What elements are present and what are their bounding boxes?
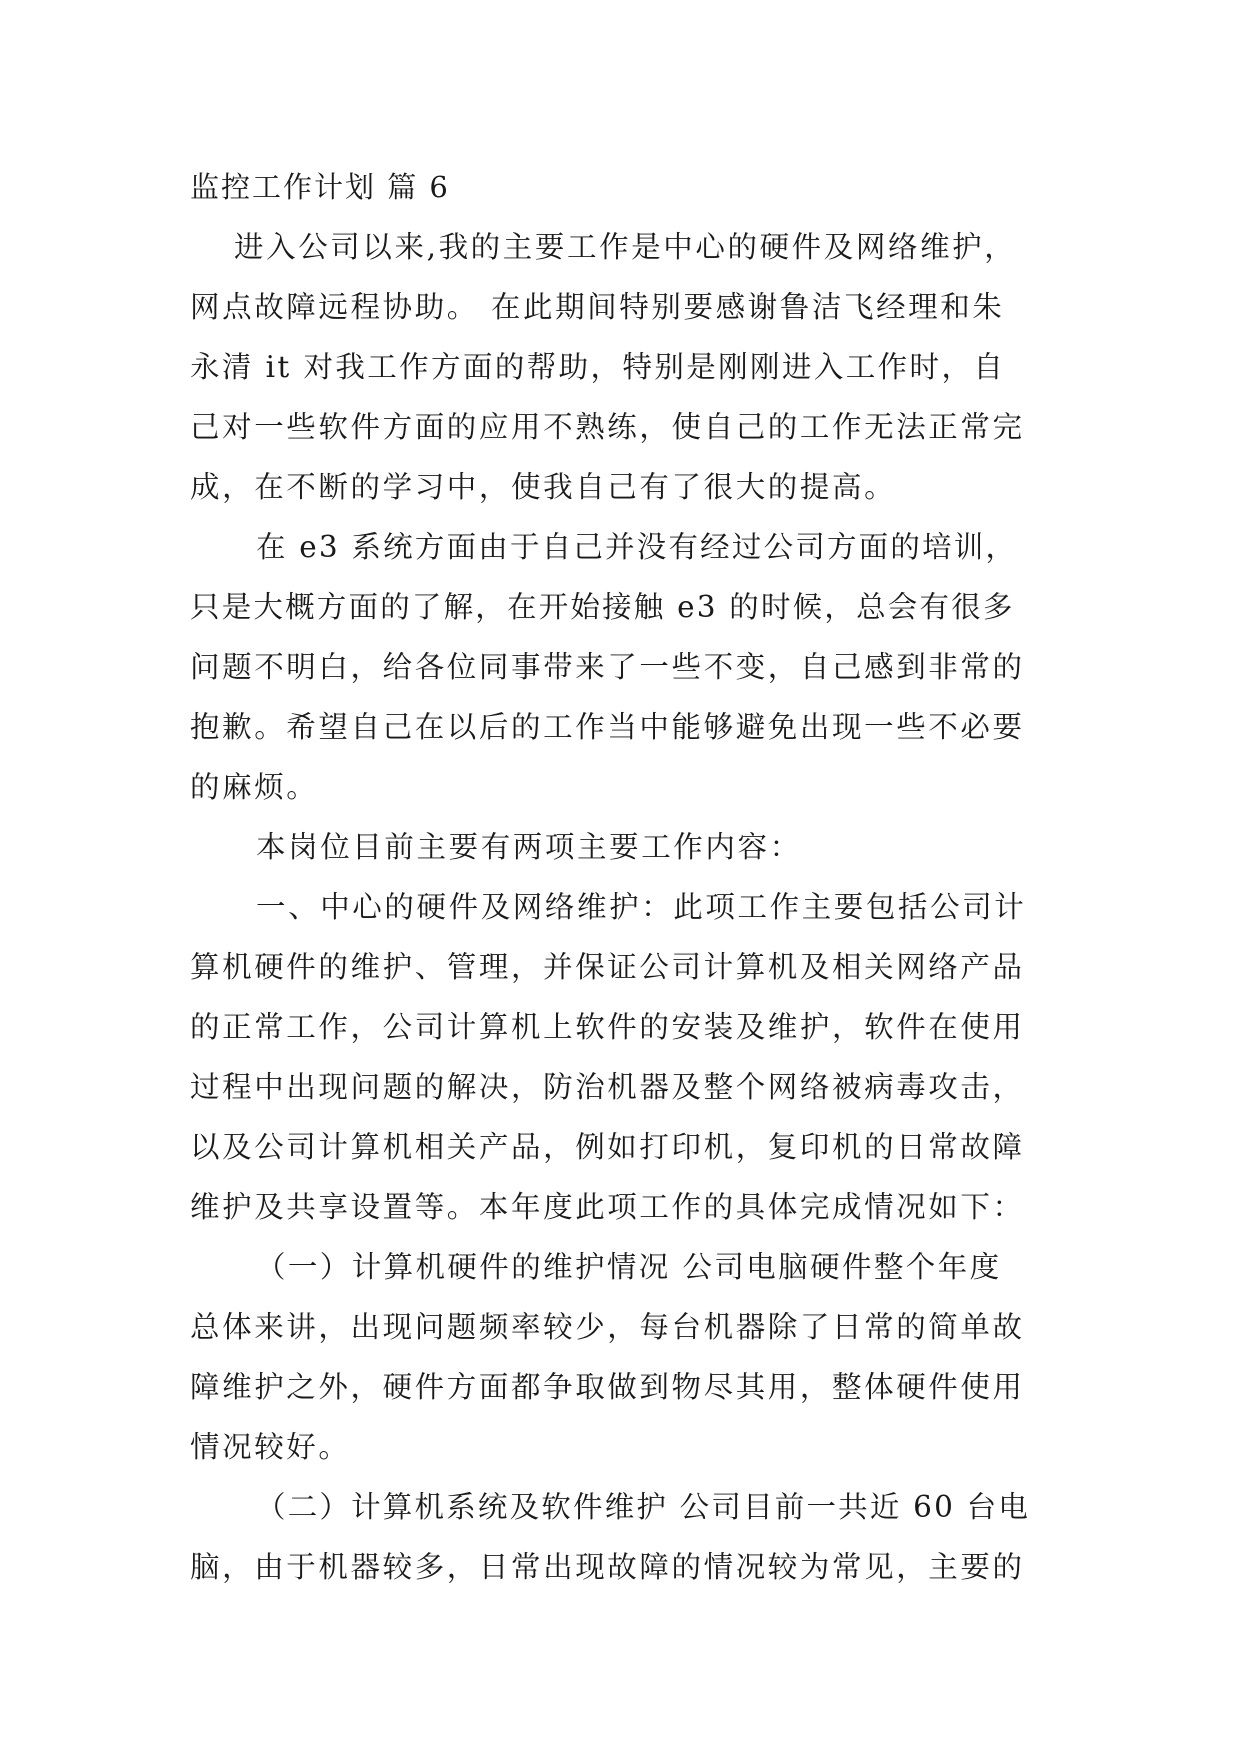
paragraph-line: 抱歉。希望自己在以后的工作当中能够避免出现一些不必要 xyxy=(190,710,1025,744)
paragraph-line: 己对一些软件方面的应用不熟练，使自己的工作无法正常完 xyxy=(190,410,1025,444)
paragraph-line: 一、中心的硬件及网络维护：此项工作主要包括公司计 xyxy=(256,890,1027,924)
paragraph-line: 算机硬件的维护、管理，并保证公司计算机及相关网络产品 xyxy=(190,950,1025,984)
paragraph-line: 永清 it 对我工作方面的帮助，特别是刚刚进入工作时，自 xyxy=(190,350,1006,384)
paragraph-line: （二）计算机系统及软件维护 公司目前一共近 60 台电 xyxy=(256,1490,1031,1524)
paragraph-line: 问题不明白，给各位同事带来了一些不变，自己感到非常的 xyxy=(190,650,1025,684)
paragraph-line: 的正常工作，公司计算机上软件的安装及维护，软件在使用 xyxy=(190,1010,1025,1044)
paragraph-line: 在 e3 系统方面由于自己并没有经过公司方面的培训， xyxy=(256,530,1018,564)
paragraph-line: 情况较好。 xyxy=(190,1430,351,1464)
paragraph-line: 以及公司计算机相关产品，例如打印机，复印机的日常故障 xyxy=(190,1130,1025,1164)
paragraph-line: 成，在不断的学习中，使我自己有了很大的提高。 xyxy=(190,470,897,504)
paragraph-line: 进入公司以来,我的主要工作是中心的硬件及网络维护， xyxy=(234,230,1017,264)
paragraph-line: 只是大概方面的了解，在开始接触 e3 的时候，总会有很多 xyxy=(190,590,1015,624)
paragraph-line: 过程中出现问题的解决，防治机器及整个网络被病毒攻击， xyxy=(190,1070,1025,1104)
paragraph-line: 网点故障远程协助。 在此期间特别要感谢鲁洁飞经理和朱 xyxy=(190,290,1005,324)
paragraph-line: 维护及共享设置等。本年度此项工作的具体完成情况如下： xyxy=(190,1190,1025,1224)
paragraph-line: 总体来讲，出现问题频率较少，每台机器除了日常的简单故 xyxy=(190,1310,1025,1344)
paragraph-line: 的麻烦。 xyxy=(190,770,319,804)
paragraph-line: 本岗位目前主要有两项主要工作内容： xyxy=(256,830,802,864)
document-title: 监控工作计划 篇 6 xyxy=(190,170,450,204)
paragraph-line: 脑，由于机器较多，日常出现故障的情况较为常见，主要的 xyxy=(190,1550,1025,1584)
paragraph-line: 障维护之外，硬件方面都争取做到物尽其用，整体硬件使用 xyxy=(190,1370,1025,1404)
paragraph-line: （一）计算机硬件的维护情况 公司电脑硬件整个年度 xyxy=(256,1250,1002,1284)
